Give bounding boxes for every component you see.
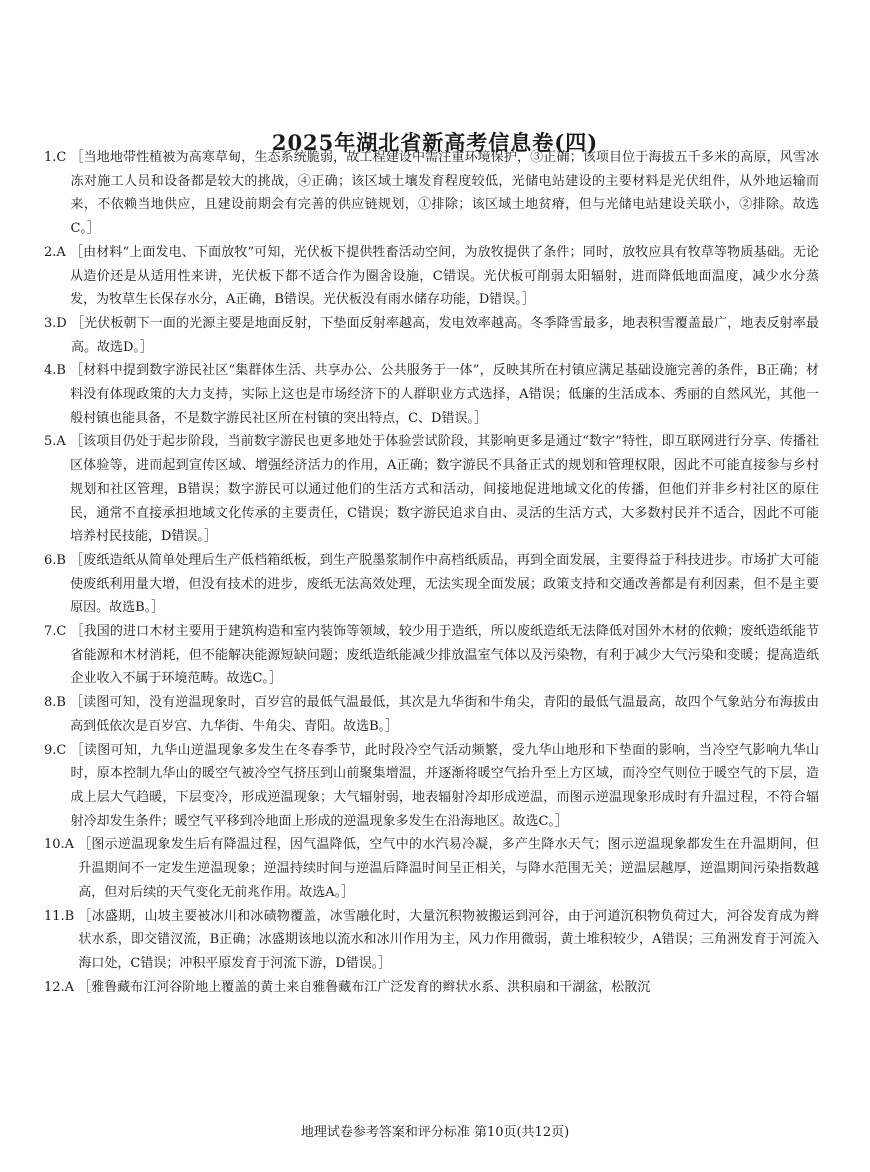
page-footer: 地理试卷参考答案和评分标准 第10页(共12页) <box>300 1125 570 1140</box>
answer-number: 4.B <box>44 363 71 379</box>
answer-explanation: ［我国的进口木材主要用于建筑构造和室内装饰等领域，较少用于造纸，所以废纸造纸无法降低对国外木材的依赖；废纸造纸能节省能源和木材消耗，但不能解决能源短缺问题；废纸造纸能减少排放温室气体以及污染物，有利于减少大气污染和变暖；提高造纸企业收入不属于环境范畴。故选C。］ <box>70 624 819 687</box>
answer-explanation: ［读图可知，九华山逆温现象多发生在冬春季节，此时段冷空气活动频繁，受九华山地形和下垫面的影响，当冷空气影响九华山时，原本控制九华山的暖空气被冷空气挤压到山前聚集增温，并逐渐将暖空气抬升至上方区域，而冷空气则位于暖空气的下层，造成上层大气趋暖，下层变冷，形成逆温现象；大气辐射弱，地表辐射冷却形成逆温，而图示逆温现象形成时有升温过程，不符合辐射冷却发生条件；暖空气平移到冷地面上形成的逆温现象多发生在沿海地区。故选C。］ <box>70 742 819 829</box>
answer-explanation: ［废纸造纸从简单处理后生产低档箱纸板，到生产脱墨浆制作中高档纸质品，再到全面发展，主要得益于科技进步。市场扩大可能使废纸利用量大增，但没有技术的进步，废纸无法高效处理，无法实现全面发展；政策支持和交通改善都是有利因素，但不是主要原因。故选B。］ <box>70 552 819 616</box>
answer-explanation: ［雅鲁藏布江河谷阶地上覆盖的黄土来自雅鲁藏布江广泛发育的辫状水系、洪积扇和干湖盆，松散沉 <box>78 979 651 995</box>
answer-item <box>44 976 819 1000</box>
answer-number: 8.B <box>44 695 71 711</box>
answer-number: 7.C <box>44 624 71 640</box>
answer-item <box>44 905 819 976</box>
answer-number: 9.C <box>44 742 71 758</box>
answer-number: 1.C <box>44 150 71 165</box>
answer-explanation: ［图示逆温现象发生后有降温过程，因气温降低，空气中的水汽易冷凝，多产生降水天气；图示逆温现象都发生在升温期间，但升温期间不一定发生逆温现象；逆温持续时间与逆温后降温时间呈正相关，与降水范围无关；逆温层越厚，逆温期间污染指数越高，但对后续的天气变化无前兆作用。故选A。］ <box>78 837 819 900</box>
answer-explanation: ［光伏板朝下一面的光源主要是地面反射，下垫面反射率越高，发电效率越高。冬季降雪最多，地表积雪覆盖最广，地表反射率最高。故选D。］ <box>70 315 819 355</box>
answer-number: 5.A <box>44 434 70 450</box>
answer-explanation: ［由材料“上面发电、下面放牧”可知，光伏板下提供牲畜活动空间，为放牧提供了条件；同时，放牧应具有牧草等物质基础。无论从造价还是从适用性来讲，光伏板下都不适合作为圈舍设施，C错误。光伏板可削弱太阳辐射，进而降低地面温度，减少水分蒸发，为牧草生长保存水分，A正确，B错误。光伏板没有雨水储存功能，D错误。］ <box>69 244 819 308</box>
answer-number: 3.D <box>44 315 71 331</box>
answer-explanation: ［当地地带性植被为高寒草甸，生态系统脆弱，故工程建设中需注重环境保护，③正确；该项目位于海拔五千多米的高原，风雪冰冻对施工人员和设备都是较大的挑战，④正确；该区域土壤发育程度较低，光储电站建设的主要材料是光伏组件，从外地运输而来，不依赖当地供应，且建设前期会有完善的供应链规划，①排除；该区域土地贫瘠，但与光储电站建设关联小，②排除。故选C。］ <box>70 150 819 237</box>
answer-item <box>44 549 819 620</box>
answer-number: 10.A <box>44 837 79 853</box>
answer-item <box>44 312 819 359</box>
answer-item <box>44 691 819 738</box>
answer-number: 12.A <box>44 979 79 995</box>
answer-item <box>44 359 819 430</box>
answer-list <box>44 146 819 999</box>
answer-item <box>44 241 819 312</box>
answer-explanation: ［该项目仍处于起步阶段，当前数字游民也更多地处于体验尝试阶段，其影响更多是通过“数字”特性，即互联网进行分享、传播社区体验等，进而起到宣传区域、增强经济活力的作用，A正确；数字游民不具备正式的规划和管理权限，因此不可能直接参与乡村规划和社区管理，B错误；数字游民可以通过他们的生活方式和活动，间接地促进地域文化的传播，但他们并非乡村社区的原住民，通常不直接承担地域文化传承的主要责任，C错误；数字游民追求自由、灵活的生活方式，大多数村民并不适合，因此不可能培养村民技能，D错误。］ <box>69 434 819 545</box>
page-title: 2025年湖北省新高考信息卷(四) <box>271 130 599 155</box>
answer-number: 11.B <box>44 908 79 924</box>
answer-item <box>44 146 819 241</box>
answer-explanation: ［材料中提到数字游民社区“集群体生活、共享办公、公共服务于一体”，反映其所在村镇应满足基础设施完善的条件，B正确；材料没有体现政策的大力支持，实际上这也是市场经济下的人群职业方式选择，A错误；低廉的生活成本、秀丽的自然风光，其他一般村镇也能具备，不是数字游民社区所在村镇的突出特点，C、D错误。］ <box>70 363 819 426</box>
answer-explanation: ［冰盛期，山坡主要被冰川和冰碛物覆盖，冰雪融化时，大量沉积物被搬运到河谷，由于河道沉积物负荷过大，河谷发育成为辫状水系，即交错汊流，B正确；冰盛期该地以流水和冰川作用为主，风力作用微弱，黄土堆积较少，A错误；三角洲发育于河流入海口处，C错误；冲积平原发育于河流下游，D错误。］ <box>78 908 819 971</box>
answer-item <box>44 833 819 904</box>
answer-item <box>44 430 819 549</box>
answer-item <box>44 620 819 691</box>
answer-explanation: ［读图可知，没有逆温现象时，百岁宫的最低气温最低，其次是九华街和牛角尖，青阳的最低气温最高，故四个气象站分布海拔由高到低依次是百岁宫、九华街、牛角尖、青阳。故选B。］ <box>70 695 819 734</box>
answer-number: 2.A <box>44 244 70 260</box>
answer-item <box>44 739 819 834</box>
answer-number: 6.B <box>44 552 71 568</box>
